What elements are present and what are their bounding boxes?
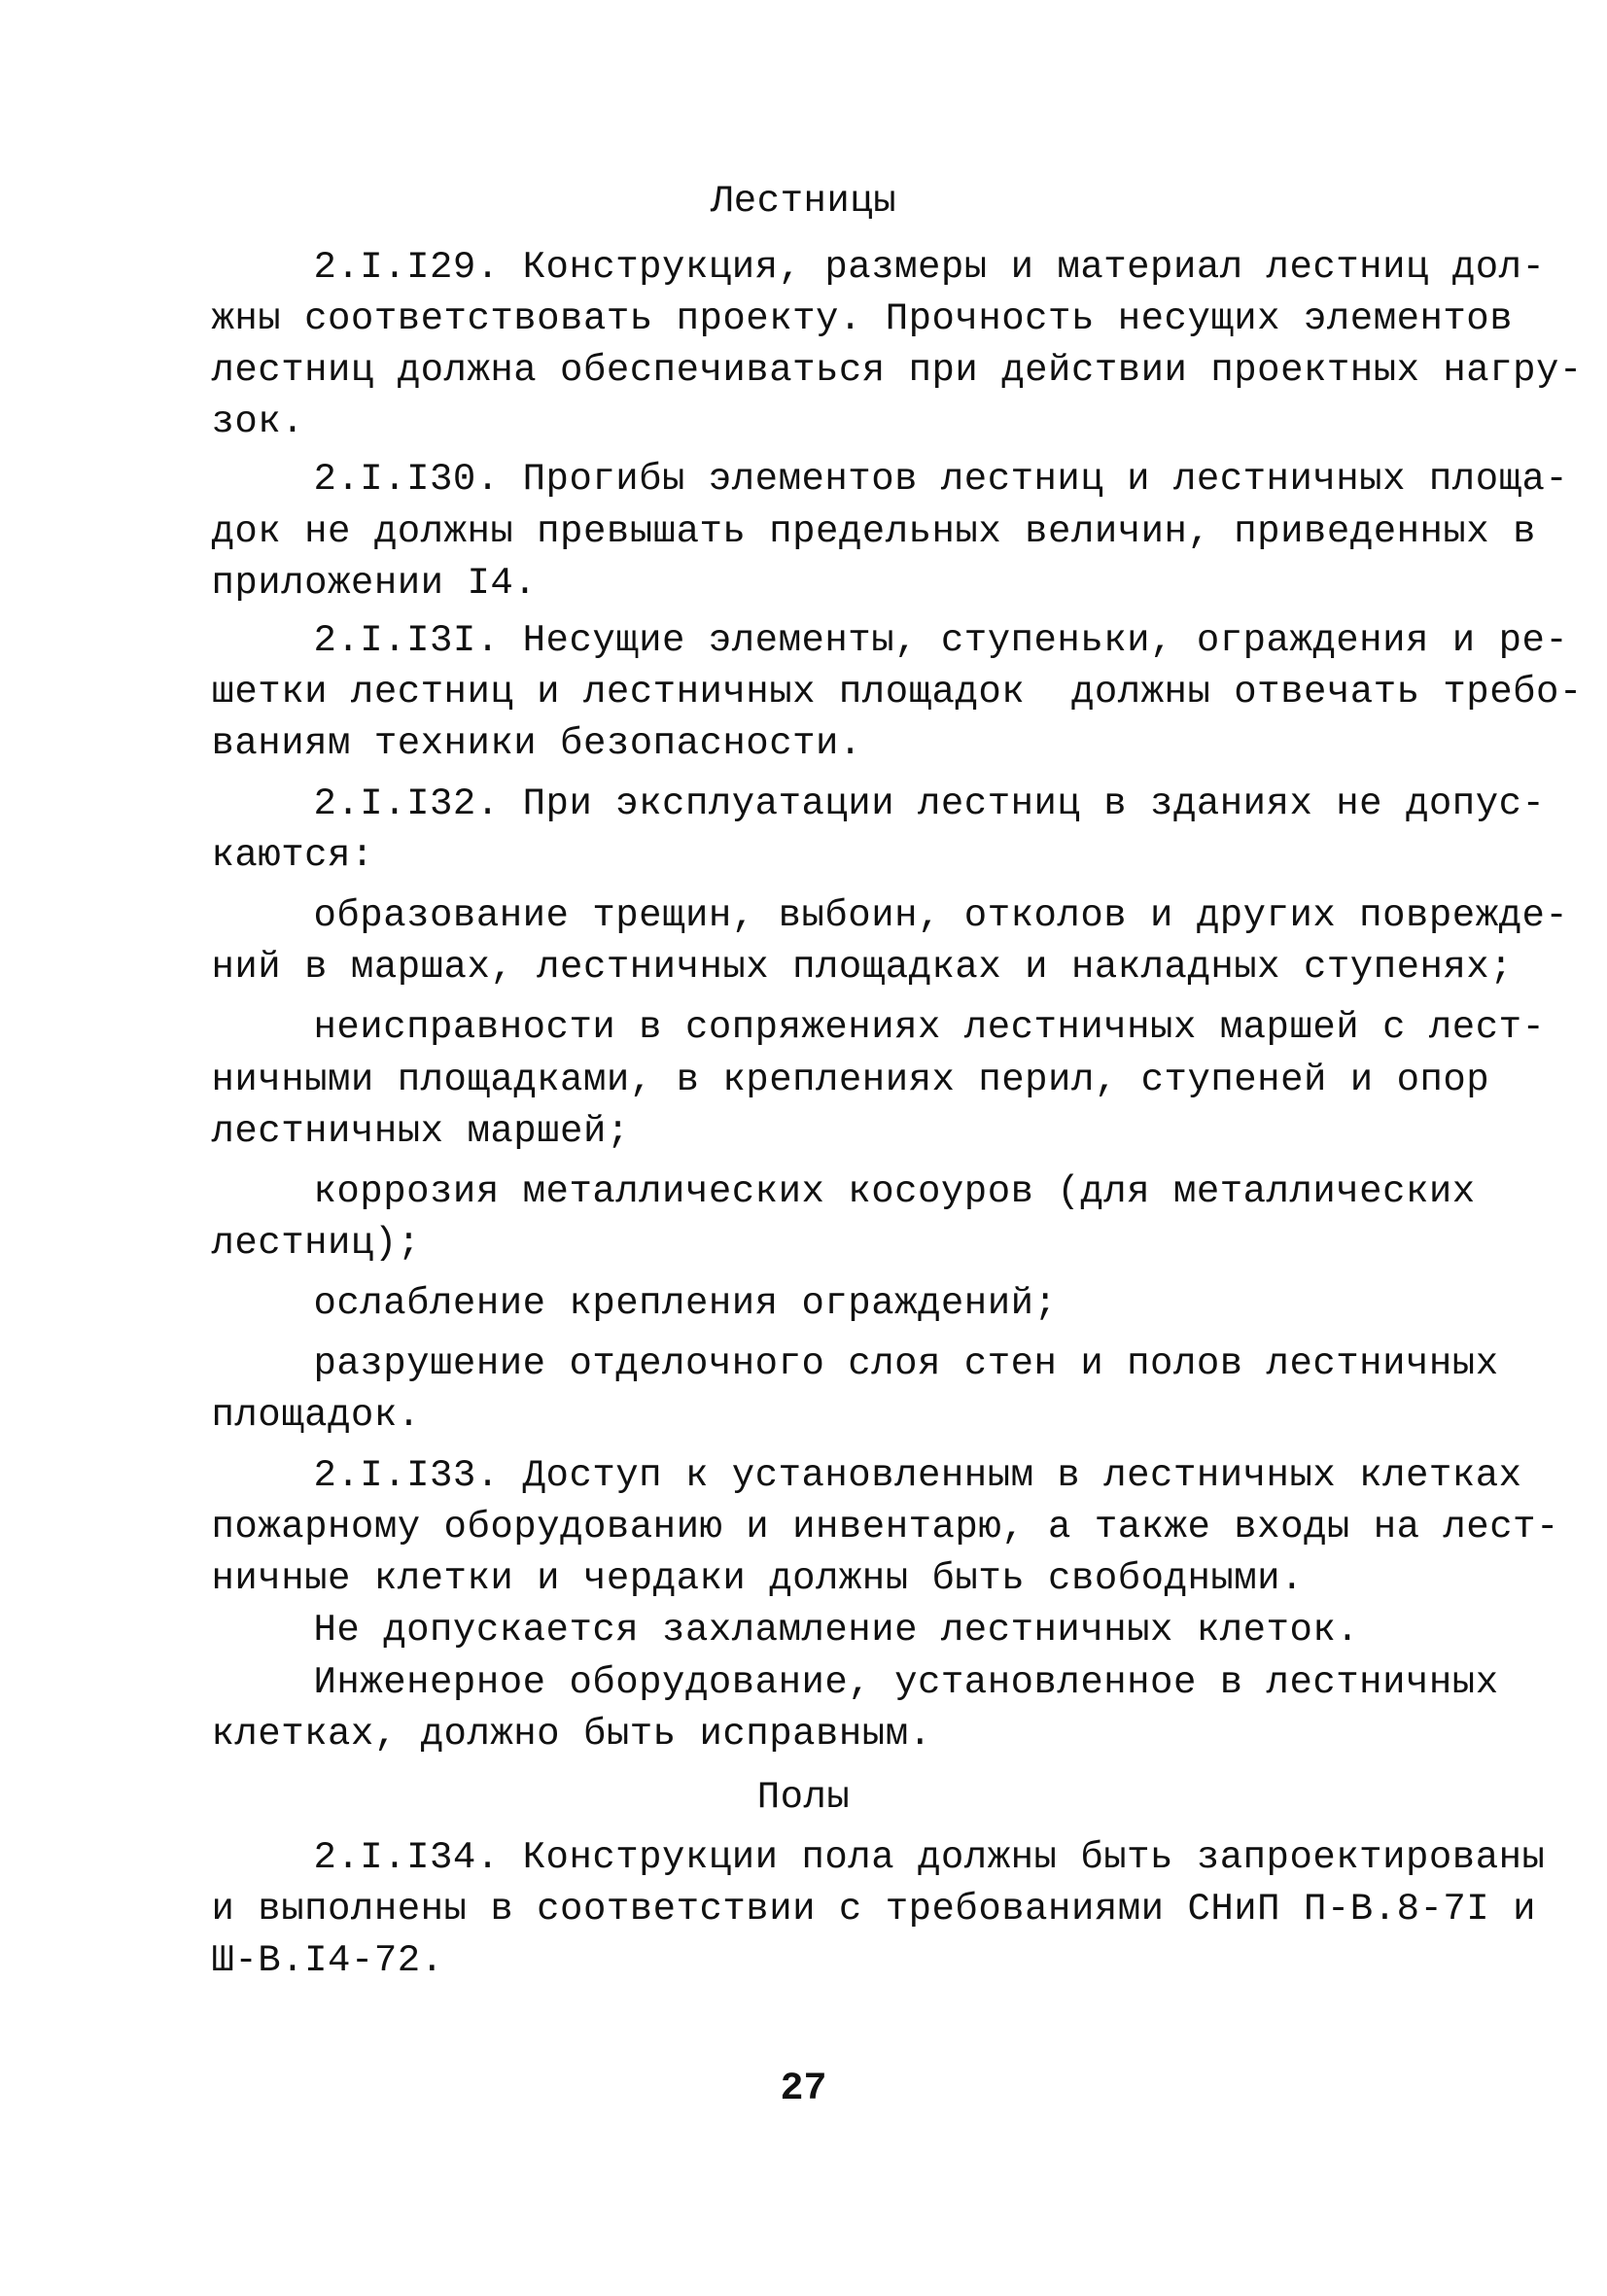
list-item-2-line-3: лестничных маршей; — [211, 1109, 630, 1153]
paragraph-2-1-129-line-1: 2.I.I29. Конструкция, размеры и материал лестниц дол- — [313, 245, 1546, 289]
paragraph-2-1-129-line-3: лестниц должна обеспечиваться при действии проектных нагру- — [211, 349, 1583, 393]
list-item-5-line-1: разрушение отделочного слоя стен и полов лестничных — [313, 1341, 1499, 1385]
list-item-3-line-2: лестниц); — [211, 1221, 421, 1265]
paragraph-2-1-131-line-2: шетки лестниц и лестничных площадок должны отвечать требо- — [211, 670, 1583, 713]
paragraph-2-1-130-line-3: приложении I4. — [211, 561, 538, 605]
paragraph-2-1-132-line-1: 2.I.I32. При эксплуатации лестниц в зданиях не допус- — [313, 783, 1546, 826]
section-heading-floors: Полы — [756, 1775, 851, 1819]
list-item-5-line-2: площадок. — [211, 1393, 421, 1437]
paragraph-engineering-equipment-line-1: Инженерное оборудование, установленное в лестничных — [313, 1660, 1499, 1704]
paragraph-2-1-129-line-4: зок. — [211, 400, 305, 444]
paragraph-2-1-132-line-2: каются: — [211, 834, 374, 878]
paragraph-2-1-129-line-2: жны соответствовать проекту. Прочность несущих элементов — [211, 297, 1514, 341]
list-item-1-line-1: образование трещин, выбоин, отколов и других поврежде- — [313, 894, 1569, 938]
paragraph-2-1-131-line-3: ваниям техники безопасности. — [211, 722, 862, 766]
list-item-1-line-2: ний в маршах, лестничных площадках и накладных ступенях; — [211, 946, 1514, 990]
paragraph-2-1-134-line-1: 2.I.I34. Конструкции пола должны быть запроектированы — [313, 1835, 1546, 1879]
paragraph-2-1-134-line-3: Ш-В.I4-72. — [211, 1938, 444, 1982]
list-item-4: ослабление крепления ограждений; — [313, 1281, 1058, 1325]
page-number: 27 — [780, 2067, 827, 2111]
paragraph-2-1-134-line-2: и выполнены в соответствии с требованиями СНиП П-В.8-7I и — [211, 1887, 1537, 1931]
paragraph-2-1-133-line-2: пожарному оборудованию и инвентарю, а также входы на лест- — [211, 1506, 1559, 1549]
list-item-3-line-1: коррозия металлических косоуров (для металлических — [313, 1169, 1476, 1213]
paragraph-2-1-130-line-2: док не должны превышать предельных величин, приведенных в — [211, 509, 1537, 553]
paragraph-2-1-131-line-1: 2.I.I3I. Несущие элементы, ступеньки, ограждения и ре- — [313, 618, 1569, 662]
paragraph-engineering-equipment-line-2: клетках, должно быть исправным. — [211, 1712, 932, 1756]
paragraph-2-1-133-line-3: ничные клетки и чердаки должны быть свободными. — [211, 1557, 1304, 1601]
paragraph-no-clutter: Не допускается захламление лестничных клеток. — [313, 1609, 1360, 1652]
paragraph-2-1-133-line-1: 2.I.I33. Доступ к установленным в лестничных клетках — [313, 1453, 1522, 1497]
paragraph-2-1-130-line-1: 2.I.I30. Прогибы элементов лестниц и лестничных площа- — [313, 458, 1569, 502]
list-item-2-line-1: неисправности в сопряжениях лестничных маршей с лест- — [313, 1006, 1546, 1050]
list-item-2-line-2: ничными площадками, в креплениях перил, ступеней и опор — [211, 1058, 1490, 1101]
section-heading-stairs: Лестницы — [710, 180, 897, 224]
